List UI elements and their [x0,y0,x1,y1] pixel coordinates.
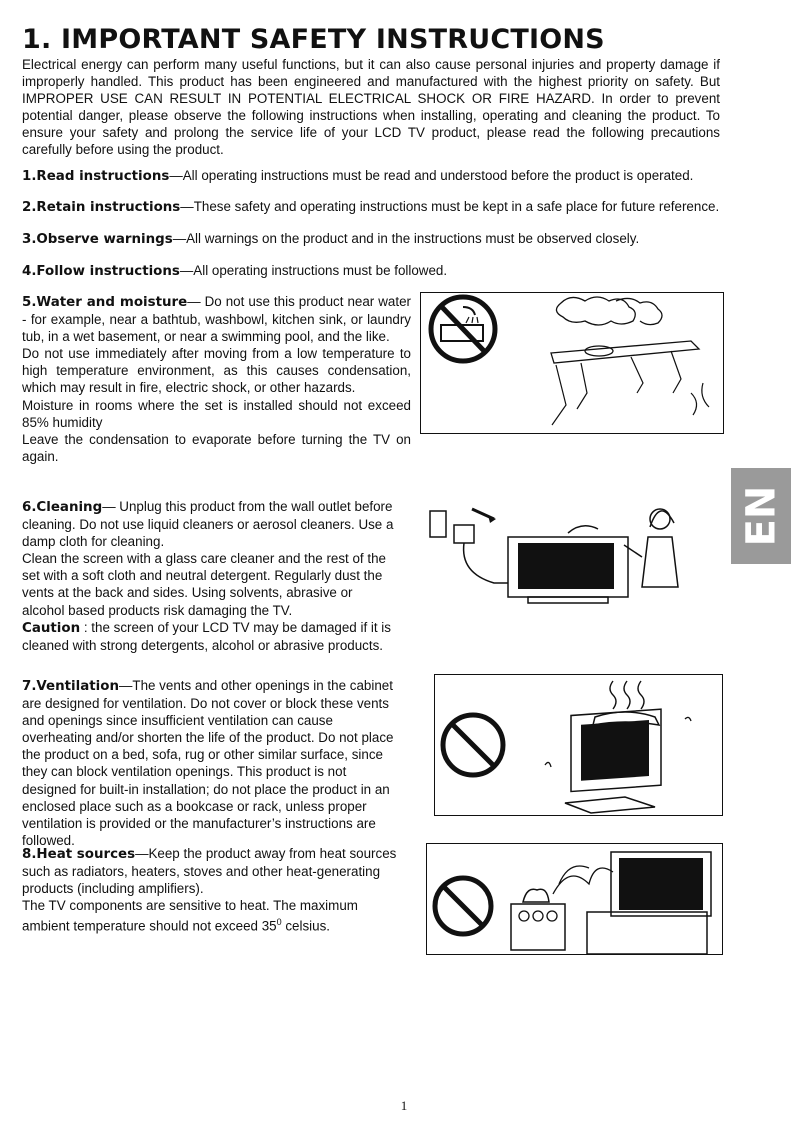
heat-text-2: The TV components are sensitive to heat. The maximum ambient temperature should not exceed 35 [22,898,358,934]
item-text: —All warnings on the product and in the instructions must be observed closely. [172,231,640,246]
cleaning-tv-icon [428,497,690,607]
cleaning-para-2: Clean the screen with a glass care cleaner and the rest of the set with a soft cloth and neutral detergent. Regularly dust the vents at the back and sides. Using solvents, abrasive or alcohol based products risk damaging the TV. [22,551,386,618]
cleaning-caution [22,619,397,654]
heat-illustration [426,843,723,955]
cleaning-illustration [428,497,690,607]
item-follow-instructions [22,263,447,279]
language-tab-label: EN [738,485,784,547]
heat-hazard-icon [427,844,722,954]
water-para-4: Leave the condensation to evaporate before turning the TV on again. [22,431,411,464]
page-title: 1. IMPORTANT SAFETY INSTRUCTIONS [22,24,605,55]
ventilation-para [22,677,397,849]
ventilation-text: —The vents and other openings in the cabinet are designed for ventilation. Do not cover or block these vents and openings since insufficient ventilation can cause overheating and/or shorten the life of the product. Do not place the product on a bed, sofa, rug or other similar surface, since they can block ventilation openings. This product is not designed for built-in installation; do not place the product in an enclosed place such as a bookcase or rack, unless proper ventilation is provided or the manufacturer’s instructions are followed. [22,678,394,848]
water-para-3: Moisture in rooms where the set is installed should not exceed 85% humidity [22,397,411,430]
section-title: 5.Water and moisture [22,295,188,310]
cleaning-para-1 [22,498,397,550]
caution-text: : the screen of your LCD TV may be damaged if it is cleaned with strong detergents, alcohol or abrasive products. [22,619,391,653]
language-tab [731,468,791,564]
heat-text-1: —Keep the product away from heat sources such as radiators, heaters, stoves and other heat-generating products (including amplifiers). [22,846,397,897]
heat-para-2 [22,897,397,935]
section-water-moisture [22,293,411,465]
intro-paragraph: Electrical energy can perform many useful functions, but it can also cause personal injuries and property damage if improperly handled. This product has been engineered and manufactured with the highest priority on safety. But IMPROPER USE CAN RESULT IN POTENTIAL ELECTRICAL SHOCK OR FIRE HAZARD. In order to prevent potential danger, please observe the following instructions when installing, operating and cleaning the product. To ensure your safety and prolong the service life of your LCD TV product, please read the following precautions carefully before using the product. [22,57,720,158]
item-retain-instructions [22,199,719,215]
item-title: 4.Follow instructions [22,264,180,279]
water-para-2: Do not use immediately after moving from a low temperature to high temperature environment, as this causes condensation, which may result in fire, electric shock, or other hazards. [22,346,411,396]
section-title: 8.Heat sources [22,847,136,862]
degree-superscript: 0 [276,917,282,928]
water-illustration [420,292,724,434]
cleaning-text-1: — Unplug this product from the wall outlet before cleaning. Do not use liquid cleaners or aerosol cleaners. Use a damp cloth for cleaning. [22,499,394,550]
section-cleaning [22,498,397,654]
ventilation-illustration [434,674,723,816]
item-title: 2.Retain instructions [22,200,181,215]
section-heat-sources [22,845,397,935]
section-ventilation [22,677,397,849]
water-hazard-icon [421,293,723,433]
heat-para-1 [22,845,397,897]
heat-text-3: celsius. [281,918,330,934]
item-text: —All operating instructions must be followed. [179,263,448,278]
section-title: 6.Cleaning [22,500,103,515]
ventilation-hazard-icon [435,675,722,815]
page-number: 1 [400,1098,408,1113]
item-text: —All operating instructions must be read and understood before the product is operated. [169,168,694,183]
item-read-instructions [22,168,693,184]
item-title: 3.Observe warnings [22,232,173,247]
caution-label: Caution [22,620,81,636]
item-observe-warnings [22,231,639,247]
item-title: 1.Read instructions [22,169,170,184]
water-text-1: — Do not use this product near water - for example, near a bathtub, washbowl, kitchen sink, or laundry tub, in a wet basement, or near a swimming pool, and the like. [22,294,411,345]
item-text: —These safety and operating instructions must be kept in a safe place for future reference. [180,199,720,214]
section-title: 7.Ventilation [22,679,119,694]
water-para-1 [22,293,411,345]
